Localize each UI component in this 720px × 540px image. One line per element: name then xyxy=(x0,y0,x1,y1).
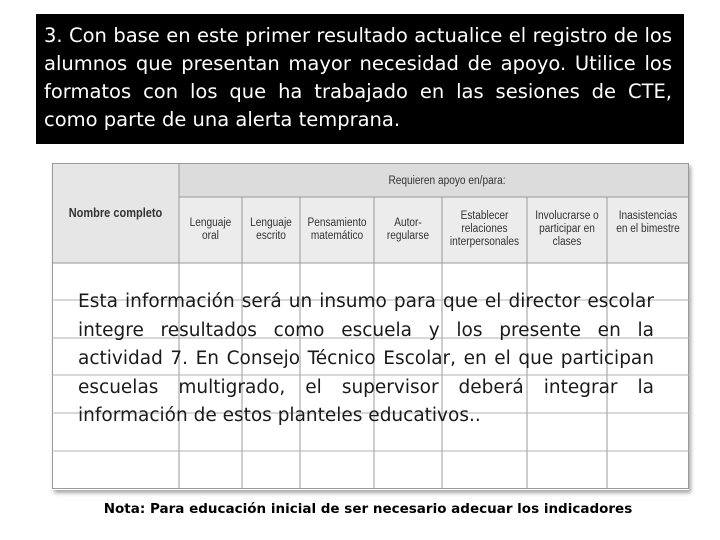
overlay-paragraph: Esta información será un insumo para que el director escolar integre resultados como escuela y los presente en la actividad 7. En Consejo Técnico Escolar, en el que participan escuelas multigrado, el supervisor deberá integrar la información de estos planteles educativos.. xyxy=(78,291,654,426)
group-column-header: Requieren apoyo en/para: xyxy=(388,175,506,187)
footnote: Nota: Para educación inicial de ser necesario adecuar los indicadores xyxy=(103,501,633,517)
name-column-header: Nombre completo xyxy=(68,206,163,220)
column-header-lenguaje-escrito: Lenguaje escrito xyxy=(250,217,292,242)
column-header-inasistencias: Inasistencias en el bimestre xyxy=(616,210,680,235)
column-header-relaciones-interpersonales: Establecer relaciones interpersonales xyxy=(449,210,520,248)
instruction-text: 3. Con base en este primer resultado actualice el registro de los alumnos que presentan mayor necesidad de apoyo. Utilice los formatos con los que ha trabajado en las sesiones de CTE, como parte de una alerta temprana. xyxy=(44,24,672,131)
column-header-lenguaje-oral: Lenguaje oral xyxy=(189,217,232,242)
column-header-autorregularse: Autor-regularse xyxy=(386,217,430,242)
instruction-box xyxy=(36,14,684,144)
column-header-involucrarse: Involucrarse o participar en clases xyxy=(535,210,599,248)
column-header-pensamiento-matematico: Pensamiento matemático xyxy=(307,217,367,242)
